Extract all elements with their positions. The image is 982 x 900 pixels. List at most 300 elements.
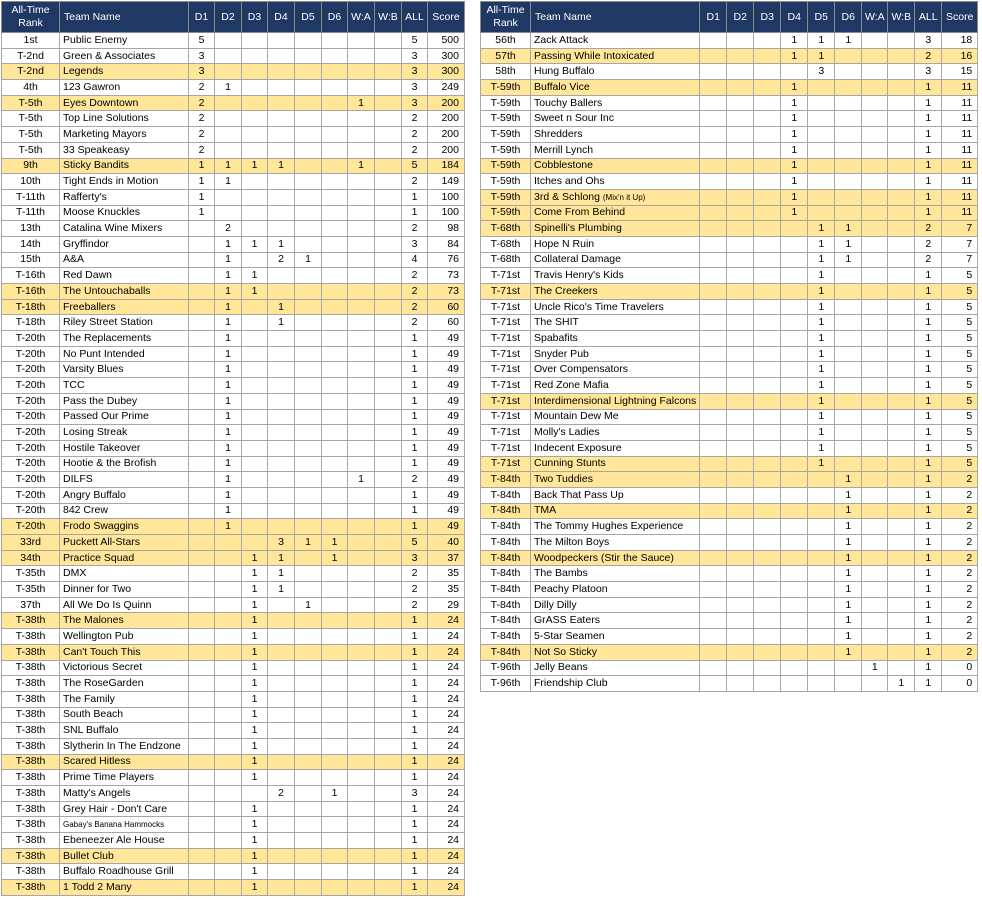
d1-cell	[700, 456, 727, 472]
wb-cell	[375, 503, 402, 519]
wb-cell	[375, 566, 402, 582]
d5-cell: 1	[808, 284, 835, 300]
d4-cell	[268, 487, 295, 503]
d2-cell	[727, 221, 754, 237]
wa-cell	[348, 503, 375, 519]
d1-cell	[700, 315, 727, 331]
d4-cell	[268, 378, 295, 394]
d3-cell: 1	[242, 833, 268, 849]
table-row	[481, 189, 978, 205]
team-name-cell	[60, 409, 189, 425]
table-row	[2, 487, 465, 503]
rank-cell: T-38th	[2, 754, 60, 770]
team-name-text: Passed Our Prime	[63, 410, 149, 423]
d1-cell	[189, 503, 215, 519]
d3-cell	[754, 284, 781, 300]
team-name-text: Losing Streak	[63, 426, 128, 439]
team-name-cell	[60, 723, 189, 739]
d6-cell	[835, 205, 862, 221]
d3-cell	[754, 503, 781, 519]
d3-cell: 1	[242, 284, 268, 300]
header-d5: D5	[808, 2, 835, 33]
rank-cell: T-71st	[481, 378, 531, 394]
rank-cell: T-71st	[481, 331, 531, 347]
wa-cell	[862, 205, 888, 221]
d6-cell	[322, 566, 348, 582]
wb-cell	[375, 786, 402, 802]
all-cell: 3	[402, 64, 428, 80]
team-name-cell	[60, 299, 189, 315]
d1-cell	[700, 503, 727, 519]
d5-cell: 1	[808, 346, 835, 362]
team-name-cell	[531, 331, 700, 347]
rank-cell: T-5th	[2, 127, 60, 143]
wa-cell	[348, 440, 375, 456]
d5-cell: 1	[808, 362, 835, 378]
d3-cell	[242, 535, 268, 551]
d6-cell	[835, 142, 862, 158]
d6-cell	[322, 864, 348, 880]
rankings-table-right	[480, 1, 978, 692]
d1-cell	[189, 378, 215, 394]
wa-cell	[862, 535, 888, 551]
team-name-text: The Tommy Hughes Experience	[534, 520, 684, 533]
wb-cell	[888, 236, 915, 252]
d6-cell	[835, 409, 862, 425]
wb-cell	[375, 425, 402, 441]
d3-cell: 1	[242, 801, 268, 817]
d6-cell	[322, 425, 348, 441]
team-name-cell	[531, 315, 700, 331]
d1-cell: 2	[189, 80, 215, 96]
d2-cell	[215, 582, 242, 598]
d4-cell	[268, 676, 295, 692]
header-d3: D3	[242, 2, 268, 33]
d3-cell: 1	[242, 158, 268, 174]
team-name-cell	[60, 48, 189, 64]
d6-cell	[835, 362, 862, 378]
d5-cell: 1	[808, 378, 835, 394]
d5-cell: 1	[808, 425, 835, 441]
d5-cell	[295, 519, 322, 535]
table-body-right	[481, 33, 978, 692]
d2-cell	[215, 597, 242, 613]
wb-cell	[375, 33, 402, 49]
team-name-text: Snyder Pub	[534, 347, 589, 360]
wa-cell	[348, 189, 375, 205]
rank-cell: T-84th	[481, 597, 531, 613]
team-name-text: Prime Time Players	[63, 771, 155, 784]
table-row	[2, 817, 465, 833]
all-cell: 1	[915, 174, 942, 190]
all-cell: 2	[402, 221, 428, 237]
d2-cell	[727, 48, 754, 64]
d4-cell	[268, 801, 295, 817]
table-row	[2, 33, 465, 49]
wb-cell	[888, 205, 915, 221]
wa-cell	[348, 629, 375, 645]
score-cell: 35	[428, 566, 465, 582]
d4-cell: 1	[268, 566, 295, 582]
table-row	[2, 801, 465, 817]
d2-cell	[727, 456, 754, 472]
rank-cell: T-68th	[481, 221, 531, 237]
d5-cell: 1	[808, 236, 835, 252]
team-name-cell	[531, 33, 700, 49]
d1-cell	[700, 566, 727, 582]
team-name-cell	[60, 236, 189, 252]
d3-cell	[242, 440, 268, 456]
all-cell: 2	[915, 221, 942, 237]
d2-cell: 2	[215, 221, 242, 237]
team-name-cell	[60, 393, 189, 409]
wb-cell	[888, 378, 915, 394]
d5-cell	[295, 472, 322, 488]
d3-cell: 1	[242, 613, 268, 629]
table-row	[2, 566, 465, 582]
d4-cell	[781, 346, 808, 362]
table-row	[2, 221, 465, 237]
d6-cell: 1	[835, 613, 862, 629]
team-name-text: Buffalo Vice	[534, 80, 590, 93]
d2-cell: 1	[215, 472, 242, 488]
wb-cell	[888, 95, 915, 111]
d2-cell	[727, 331, 754, 347]
d6-cell: 1	[835, 221, 862, 237]
d6-cell	[322, 644, 348, 660]
team-name-text: TMA	[534, 504, 557, 517]
d3-cell: 1	[242, 817, 268, 833]
team-name-cell	[60, 268, 189, 284]
all-cell: 3	[402, 48, 428, 64]
table-row	[481, 346, 978, 362]
team-name-text: A&A	[63, 253, 85, 266]
wb-cell	[375, 284, 402, 300]
all-cell: 1	[915, 362, 942, 378]
d4-cell	[781, 284, 808, 300]
d6-cell	[322, 833, 348, 849]
d6-cell	[835, 189, 862, 205]
table-row	[2, 158, 465, 174]
team-name-text: Green & Associates	[63, 49, 156, 62]
all-cell: 1	[915, 566, 942, 582]
d5-cell	[808, 80, 835, 96]
wa-cell	[348, 205, 375, 221]
wa-cell	[348, 252, 375, 268]
d1-cell	[700, 676, 727, 692]
d4-cell	[781, 393, 808, 409]
d5-cell: 1	[808, 456, 835, 472]
d6-cell: 1	[835, 535, 862, 551]
header-d6: D6	[835, 2, 862, 33]
d6-cell: 1	[835, 566, 862, 582]
rank-cell: T-71st	[481, 284, 531, 300]
wb-cell	[888, 613, 915, 629]
table-row	[2, 503, 465, 519]
wb-cell	[375, 848, 402, 864]
table-row	[2, 111, 465, 127]
team-name-text: Dilly Dilly	[534, 598, 577, 611]
all-cell: 1	[402, 205, 428, 221]
team-name-text: The Replacements	[63, 331, 152, 344]
score-cell: 60	[428, 315, 465, 331]
team-name-cell	[60, 33, 189, 49]
team-name-text: Grey Hair - Don't Care	[63, 802, 168, 815]
team-name-text: 1 Todd 2 Many	[63, 880, 132, 893]
wb-cell	[888, 660, 915, 676]
header-team-name: Team Name	[60, 2, 189, 33]
d2-cell	[727, 284, 754, 300]
wa-cell	[862, 95, 888, 111]
d3-cell	[754, 33, 781, 49]
rank-cell: T-59th	[481, 127, 531, 143]
rank-cell: 56th	[481, 33, 531, 49]
score-cell: 49	[428, 487, 465, 503]
d6-cell	[322, 33, 348, 49]
wb-cell	[375, 487, 402, 503]
d4-cell	[268, 754, 295, 770]
d3-cell: 1	[242, 723, 268, 739]
wa-cell	[862, 33, 888, 49]
d1-cell	[700, 205, 727, 221]
team-name-cell	[531, 535, 700, 551]
d1-cell	[189, 393, 215, 409]
all-cell: 2	[915, 48, 942, 64]
wa-cell	[862, 425, 888, 441]
d4-cell	[268, 519, 295, 535]
d3-cell	[242, 519, 268, 535]
d1-cell	[189, 864, 215, 880]
d4-cell	[781, 299, 808, 315]
rank-cell: T-11th	[2, 205, 60, 221]
team-name-cell	[60, 440, 189, 456]
table-row	[2, 456, 465, 472]
team-name-text: Scared Hitless	[63, 755, 131, 768]
team-name-cell	[60, 425, 189, 441]
score-cell: 24	[428, 676, 465, 692]
rank-cell: T-84th	[481, 550, 531, 566]
table-row	[2, 174, 465, 190]
team-name-cell	[531, 189, 700, 205]
d3-cell: 1	[242, 676, 268, 692]
d3-cell	[242, 362, 268, 378]
rank-cell: T-59th	[481, 142, 531, 158]
score-cell: 2	[942, 597, 978, 613]
wa-cell	[862, 503, 888, 519]
d4-cell	[268, 817, 295, 833]
d2-cell	[215, 864, 242, 880]
header-d1: D1	[189, 2, 215, 33]
rank-cell: 15th	[2, 252, 60, 268]
wb-cell	[375, 707, 402, 723]
wa-cell	[348, 644, 375, 660]
all-cell: 1	[915, 597, 942, 613]
d1-cell	[700, 189, 727, 205]
d1-cell	[189, 284, 215, 300]
wa-cell	[862, 315, 888, 331]
d2-cell	[215, 535, 242, 551]
wb-cell	[888, 597, 915, 613]
d1-cell	[700, 629, 727, 645]
d6-cell	[322, 723, 348, 739]
d2-cell	[727, 566, 754, 582]
wa-cell	[862, 472, 888, 488]
d6-cell	[835, 299, 862, 315]
score-cell: 49	[428, 393, 465, 409]
all-cell: 1	[915, 425, 942, 441]
d3-cell: 1	[242, 660, 268, 676]
d5-cell	[295, 550, 322, 566]
wb-cell	[888, 174, 915, 190]
d6-cell: 1	[835, 582, 862, 598]
d1-cell	[189, 833, 215, 849]
wa-cell	[348, 550, 375, 566]
d2-cell	[215, 880, 242, 896]
table-row	[2, 346, 465, 362]
d2-cell	[727, 440, 754, 456]
wa-cell	[862, 236, 888, 252]
d3-cell	[754, 676, 781, 692]
d6-cell	[835, 425, 862, 441]
d6-cell: 1	[322, 786, 348, 802]
table-row	[2, 738, 465, 754]
table-row	[481, 519, 978, 535]
table-row	[481, 425, 978, 441]
d2-cell	[727, 158, 754, 174]
d1-cell	[189, 770, 215, 786]
table-row	[481, 660, 978, 676]
d5-cell	[295, 64, 322, 80]
wa-cell	[862, 597, 888, 613]
rank-cell: T-38th	[2, 644, 60, 660]
d3-cell: 1	[242, 848, 268, 864]
d5-cell	[295, 33, 322, 49]
d6-cell: 1	[835, 236, 862, 252]
table-row	[481, 95, 978, 111]
rank-cell: 58th	[481, 64, 531, 80]
rank-cell: T-71st	[481, 346, 531, 362]
team-name-cell	[531, 676, 700, 692]
wa-cell	[862, 362, 888, 378]
team-name-cell	[60, 472, 189, 488]
d4-cell	[268, 331, 295, 347]
d6-cell	[322, 95, 348, 111]
team-name-cell	[60, 221, 189, 237]
d3-cell	[754, 127, 781, 143]
d5-cell	[808, 519, 835, 535]
rank-cell: T-20th	[2, 409, 60, 425]
d2-cell	[727, 315, 754, 331]
d3-cell: 1	[242, 582, 268, 598]
table-row	[2, 864, 465, 880]
d6-cell	[322, 158, 348, 174]
wb-cell	[888, 644, 915, 660]
d2-cell	[727, 409, 754, 425]
wb-cell	[375, 111, 402, 127]
table-row	[481, 268, 978, 284]
d6-cell	[322, 284, 348, 300]
d6-cell	[835, 676, 862, 692]
team-name-cell	[531, 299, 700, 315]
score-cell: 11	[942, 189, 978, 205]
d5-cell: 1	[808, 440, 835, 456]
score-cell: 5	[942, 409, 978, 425]
d3-cell	[754, 378, 781, 394]
wb-cell	[375, 236, 402, 252]
d2-cell	[727, 299, 754, 315]
team-name-cell	[60, 315, 189, 331]
d4-cell: 2	[268, 786, 295, 802]
d2-cell: 1	[215, 519, 242, 535]
team-name-text: Not So Sticky	[534, 645, 598, 658]
score-cell: 49	[428, 378, 465, 394]
all-cell: 2	[402, 299, 428, 315]
team-name-text: Two Tuddies	[534, 473, 593, 486]
wa-cell	[348, 754, 375, 770]
rank-cell: T-84th	[481, 472, 531, 488]
d4-cell: 1	[781, 158, 808, 174]
d4-cell	[781, 409, 808, 425]
d2-cell	[727, 80, 754, 96]
d2-cell	[727, 582, 754, 598]
table-row	[481, 111, 978, 127]
table-row	[481, 362, 978, 378]
d6-cell: 1	[835, 550, 862, 566]
score-cell: 37	[428, 550, 465, 566]
team-name-text: Zack Attack	[534, 33, 589, 46]
rank-cell: 37th	[2, 597, 60, 613]
d4-cell	[268, 660, 295, 676]
d3-cell: 1	[242, 268, 268, 284]
d5-cell	[295, 158, 322, 174]
table-row	[2, 754, 465, 770]
team-name-cell	[60, 80, 189, 96]
d5-cell	[295, 487, 322, 503]
rank-cell: T-38th	[2, 629, 60, 645]
all-cell: 1	[402, 770, 428, 786]
d5-cell	[295, 723, 322, 739]
d1-cell	[189, 535, 215, 551]
d2-cell	[215, 127, 242, 143]
d3-cell	[754, 236, 781, 252]
rank-cell: T-71st	[481, 315, 531, 331]
team-name-text: DMX	[63, 567, 87, 580]
score-cell: 100	[428, 189, 465, 205]
d5-cell	[808, 582, 835, 598]
d3-cell	[754, 268, 781, 284]
d5-cell	[808, 158, 835, 174]
d1-cell	[189, 582, 215, 598]
d1-cell	[700, 409, 727, 425]
rank-cell: T-38th	[2, 786, 60, 802]
d4-cell	[268, 644, 295, 660]
d4-cell	[781, 597, 808, 613]
d1-cell	[700, 440, 727, 456]
d1-cell	[189, 252, 215, 268]
d4-cell	[268, 221, 295, 237]
d5-cell	[295, 299, 322, 315]
all-cell: 1	[402, 691, 428, 707]
all-cell: 1	[915, 613, 942, 629]
wa-cell	[348, 566, 375, 582]
d2-cell	[727, 95, 754, 111]
score-cell: 24	[428, 754, 465, 770]
wa-cell	[348, 738, 375, 754]
d5-cell	[808, 472, 835, 488]
d1-cell	[700, 660, 727, 676]
d6-cell	[322, 252, 348, 268]
d5-cell	[295, 284, 322, 300]
